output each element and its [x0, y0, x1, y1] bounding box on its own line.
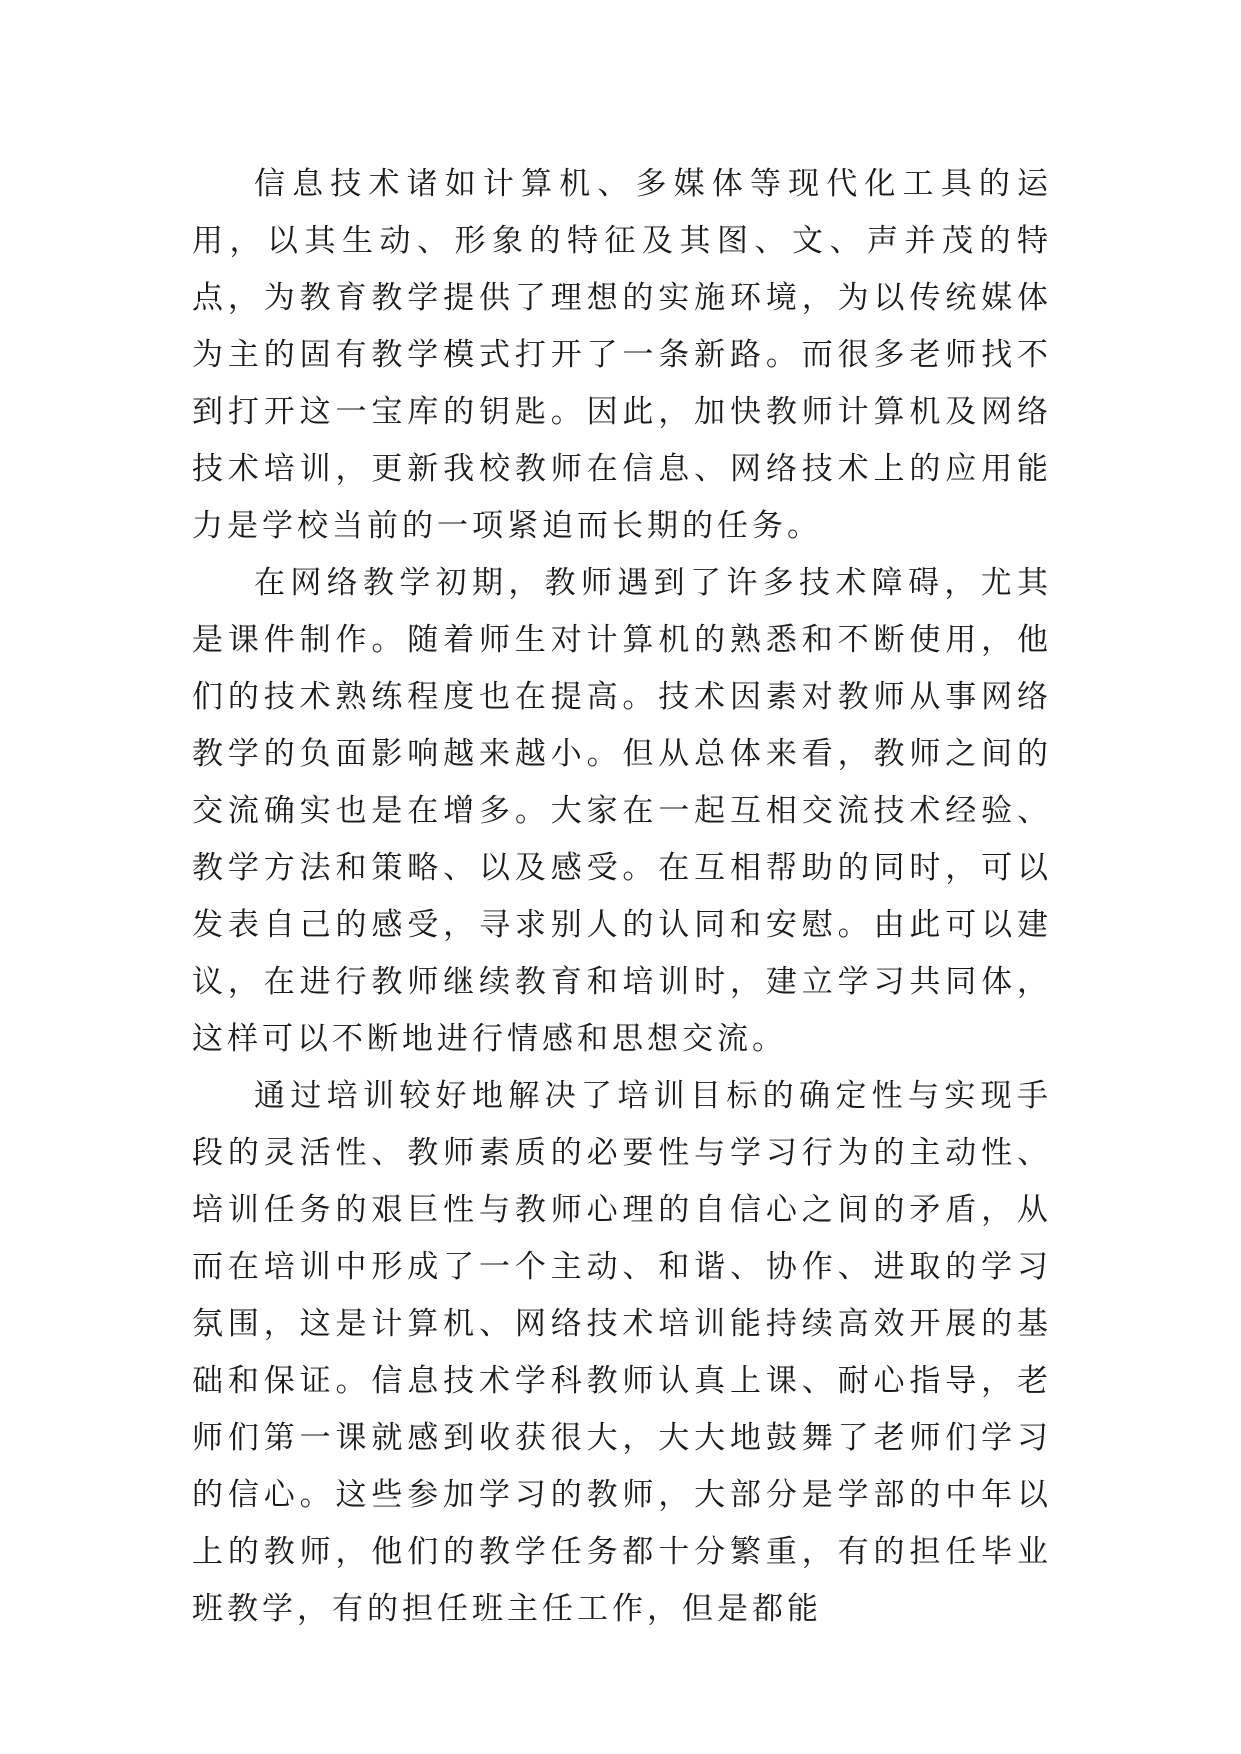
paragraph-1: 信息技术诸如计算机、多媒体等现代化工具的运用，以其生动、形象的特征及其图、文、声并茂的特点，为教育教学提供了理想的实施环境，为以传统媒体为主的固有教学模式打开了一条新路。而很多老师找不到打开这一宝库的钥匙。因此，加快教师计算机及网络技术培训，更新我校教师在信息、网络技术上的应用能力是学校当前的一项紧迫而长期的任务。 — [192, 166, 1052, 544]
document-body — [192, 156, 1052, 1638]
paragraph-3: 通过培训较好地解决了培训目标的确定性与实现手段的灵活性、教师素质的必要性与学习行为的主动性、培训任务的艰巨性与教师心理的自信心之间的矛盾，从而在培训中形成了一个主动、和谐、协作、进取的学习氛围，这是计算机、网络技术培训能持续高效开展的基础和保证。信息技术学科教师认真上课、耐心指导，老师们第一课就感到收获很大，大大地鼓舞了老师们学习的信心。这些参加学习的教师，大部分是学部的中年以上的教师，他们的教学任务都十分繁重，有的担任毕业班教学，有的担任班主任工作，但是都能 — [192, 1078, 1052, 1627]
paragraph-2: 在网络教学初期，教师遇到了许多技术障碍，尤其是课件制作。随着师生对计算机的熟悉和不断使用，他们的技术熟练程度也在提高。技术因素对教师从事网络教学的负面影响越来越小。但从总体来看，教师之间的交流确实也是在增多。大家在一起互相交流技术经验、教学方法和策略、以及感受。在互相帮助的同时，可以发表自己的感受，寻求别人的认同和安慰。由此可以建议，在进行教师继续教育和培训时，建立学习共同体，这样可以不断地进行情感和思想交流。 — [192, 565, 1052, 1057]
